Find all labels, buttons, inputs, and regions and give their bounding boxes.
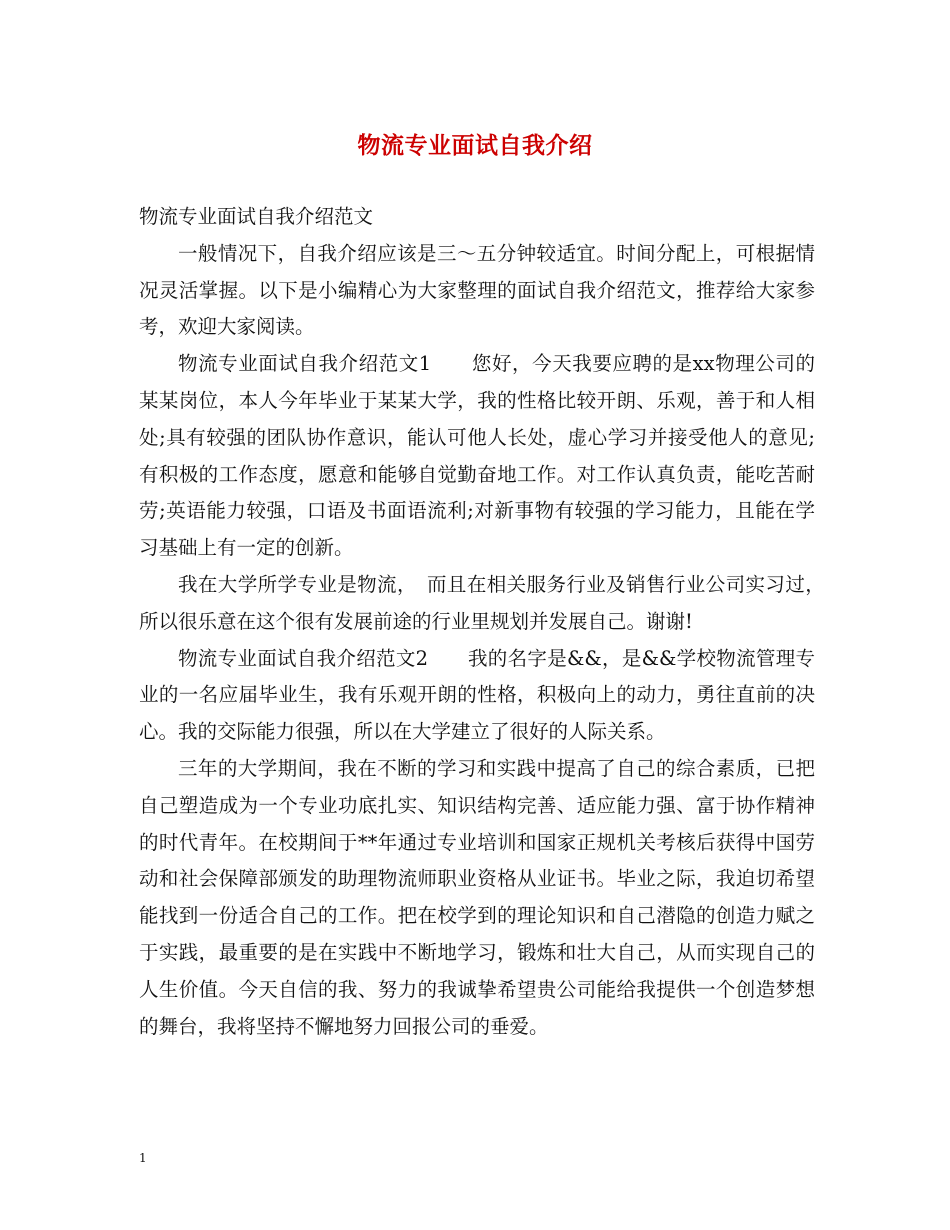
page-title: 物流专业面试自我介绍 bbox=[357, 133, 593, 159]
paragraph-sample-2-cont: 三年的大学期间，我在不断的学习和实践中提高了自己的综合素质，已把自己塑造成为一个专业功底扎实、知识结构完善、适应能力强、富于协作精神的时代青年。在校期间于**年通过专业培训和国家正规机关考核后获得中国劳动和社会保障部颁发的助理物流师职业资格从业证书。毕业之际，我迫切希望能找到一份适合自己的工作。把在校学到的理论知识和自己潜隐的创造力赋之于实践，最重要的是在实践中不断地学习，锻炼和壮大自己，从而实现自己的人生价值。今天自信的我、努力的我诚挚希望贵公司能给我提供一个创造梦想的舞台，我将坚持不懈地努力回报公司的垂爱。 bbox=[139, 756, 815, 1038]
section-heading: 物流专业面试自我介绍范文 bbox=[139, 205, 374, 228]
document-body bbox=[139, 199, 835, 1045]
paragraph-sample-1-cont: 我在大学所学专业是物流， 而且在相关服务行业及销售行业公司实习过， 所以很乐意在这个很有发展前途的行业里规划并发展自己。谢谢! bbox=[139, 572, 835, 633]
paragraph-intro: 一般情况下，自我介绍应该是三～五分钟较适宜。时间分配上，可根据情况灵活掌握。以下是小编精心为大家整理的面试自我介绍范文，推荐给大家参考，欢迎大家阅读。 bbox=[139, 241, 815, 339]
paragraph-sample-1: 物流专业面试自我介绍范文1 您好，今天我要应聘的是xx物理公司的某某岗位，本人今年毕业于某某大学，我的性格比较开朗、乐观，善于和人相处;具有较强的团队协作意识，能认可他人长处，虚心学习并接受他人的意见;有积极的工作态度，愿意和能够自觉勤奋地工作。对工作认真负责，能吃苦耐劳;英语能力较强，口语及书面语流利;对新事物有较强的学习能力，且能在学习基础上有一定的创新。 bbox=[139, 352, 815, 560]
paragraph-sample-2: 物流专业面试自我介绍范文2 我的名字是&&，是&&学校物流管理专业的一名应届毕业生，我有乐观开朗的性格，积极向上的动力，勇往直前的决心。我的交际能力很强，所以在大学建立了很好的人际关系。 bbox=[139, 646, 815, 744]
page-number: 1 bbox=[139, 1151, 147, 1165]
